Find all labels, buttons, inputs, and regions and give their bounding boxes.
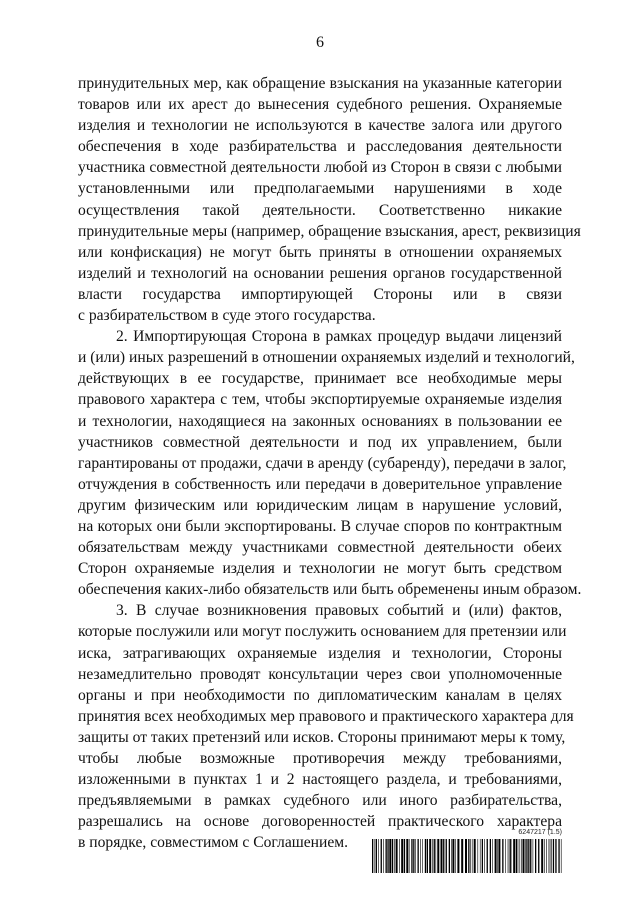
text-line: власти государства импортирующей Стороны или в связи	[78, 285, 562, 303]
text-line: принятия всех необходимых мер правового и практического характера для	[78, 707, 574, 725]
text-line: которые послужили или могут послужить основанием для претензии или	[78, 623, 567, 641]
paragraph	[78, 600, 574, 853]
text-line: с разбирательством в суде этого государства.	[78, 307, 376, 325]
text-line: изделия и технологии не используются в качестве залога или другого	[78, 117, 562, 135]
text-line: предъявляемыми в рамках судебного или иного разбирательства,	[78, 792, 562, 810]
text-line: осуществления такой деятельности. Соответственно никакие	[78, 201, 562, 219]
text-line: Сторон охраняемые изделия и технологии не могут быть средством	[78, 560, 562, 578]
barcode-image	[372, 839, 562, 873]
text-line: иска, затрагивающих охраняемые изделия и технологии, Стороны	[78, 644, 562, 662]
document-body	[78, 73, 582, 853]
text-line: изложенными в пунктах 1 и 2 настоящего раздела, и требованиями,	[78, 771, 562, 789]
text-line: другим физическим или юридическим лицам в нарушение условий,	[78, 496, 562, 514]
text-line: обеспечения в ходе разбирательства и расследования деятельности	[78, 138, 562, 156]
paragraph	[78, 73, 581, 326]
text-line: действующих в ее государстве, принимает все необходимые меры	[78, 370, 562, 388]
text-line: в порядке, совместимом с Соглашением.	[78, 834, 349, 852]
document-code: 6247217 (1.5)	[518, 829, 562, 836]
text-line: чтобы любые возможные противоречия между требованиями,	[78, 750, 562, 767]
text-line: незамедлительно проводят консультации через свои уполномоченные	[78, 665, 562, 683]
text-line: 2. Импортирующая Сторона в рамках процедур выдачи лицензий	[116, 328, 562, 346]
text-line: отчуждения в собственность или передачи в доверительное управление	[78, 475, 562, 493]
text-line: органы и при необходимости по дипломатическим каналам в целях	[78, 686, 562, 704]
text-line: разрешались на основе договоренностей практического характера	[78, 813, 562, 831]
paragraph	[78, 326, 582, 600]
text-line: обязательствам между участниками совместной деятельности обеих	[78, 539, 562, 557]
text-line: обеспечения каких-либо обязательств или быть обременены иным образом.	[78, 581, 582, 599]
page-number: 6	[316, 34, 324, 51]
text-line: установленными или предполагаемыми нарушениями в ходе	[78, 180, 562, 198]
text-line: и (или) иных разрешений в отношении охраняемых изделий и технологий,	[78, 349, 575, 367]
text-line: защиты от таких претензий или исков. Стороны принимают меры к тому,	[78, 728, 566, 746]
text-line: гарантированы от продажи, сдачи в аренду (субаренду), передачи в залог,	[78, 454, 567, 472]
text-line: участников совместной деятельности и под их управлением, были	[78, 433, 562, 451]
text-line: товаров или их арест до вынесения судебного решения. Охраняемые	[78, 96, 562, 114]
text-line: или конфискация) не могут быть приняты в отношении охраняемых	[78, 243, 562, 261]
text-line: и технологии, находящиеся на законных основаниях в пользовании ее	[78, 412, 562, 430]
text-line: участника совместной деятельности любой из Сторон в связи с любыми	[78, 159, 562, 177]
text-line: правового характера с тем, чтобы экспортируемые охраняемые изделия	[78, 391, 562, 409]
text-line: 3. В случае возникновения правовых событий и (или) фактов,	[116, 602, 562, 620]
text-line: принудительных мер, как обращение взыскания на указанные категории	[78, 75, 562, 92]
text-line: принудительные меры (например, обращение взыскания, арест, реквизиция	[78, 222, 581, 240]
text-line: на которых они были экспортированы. В случае споров по контрактным	[78, 517, 562, 535]
text-line: изделий и технологий на основании решения органов государственной	[78, 264, 562, 282]
